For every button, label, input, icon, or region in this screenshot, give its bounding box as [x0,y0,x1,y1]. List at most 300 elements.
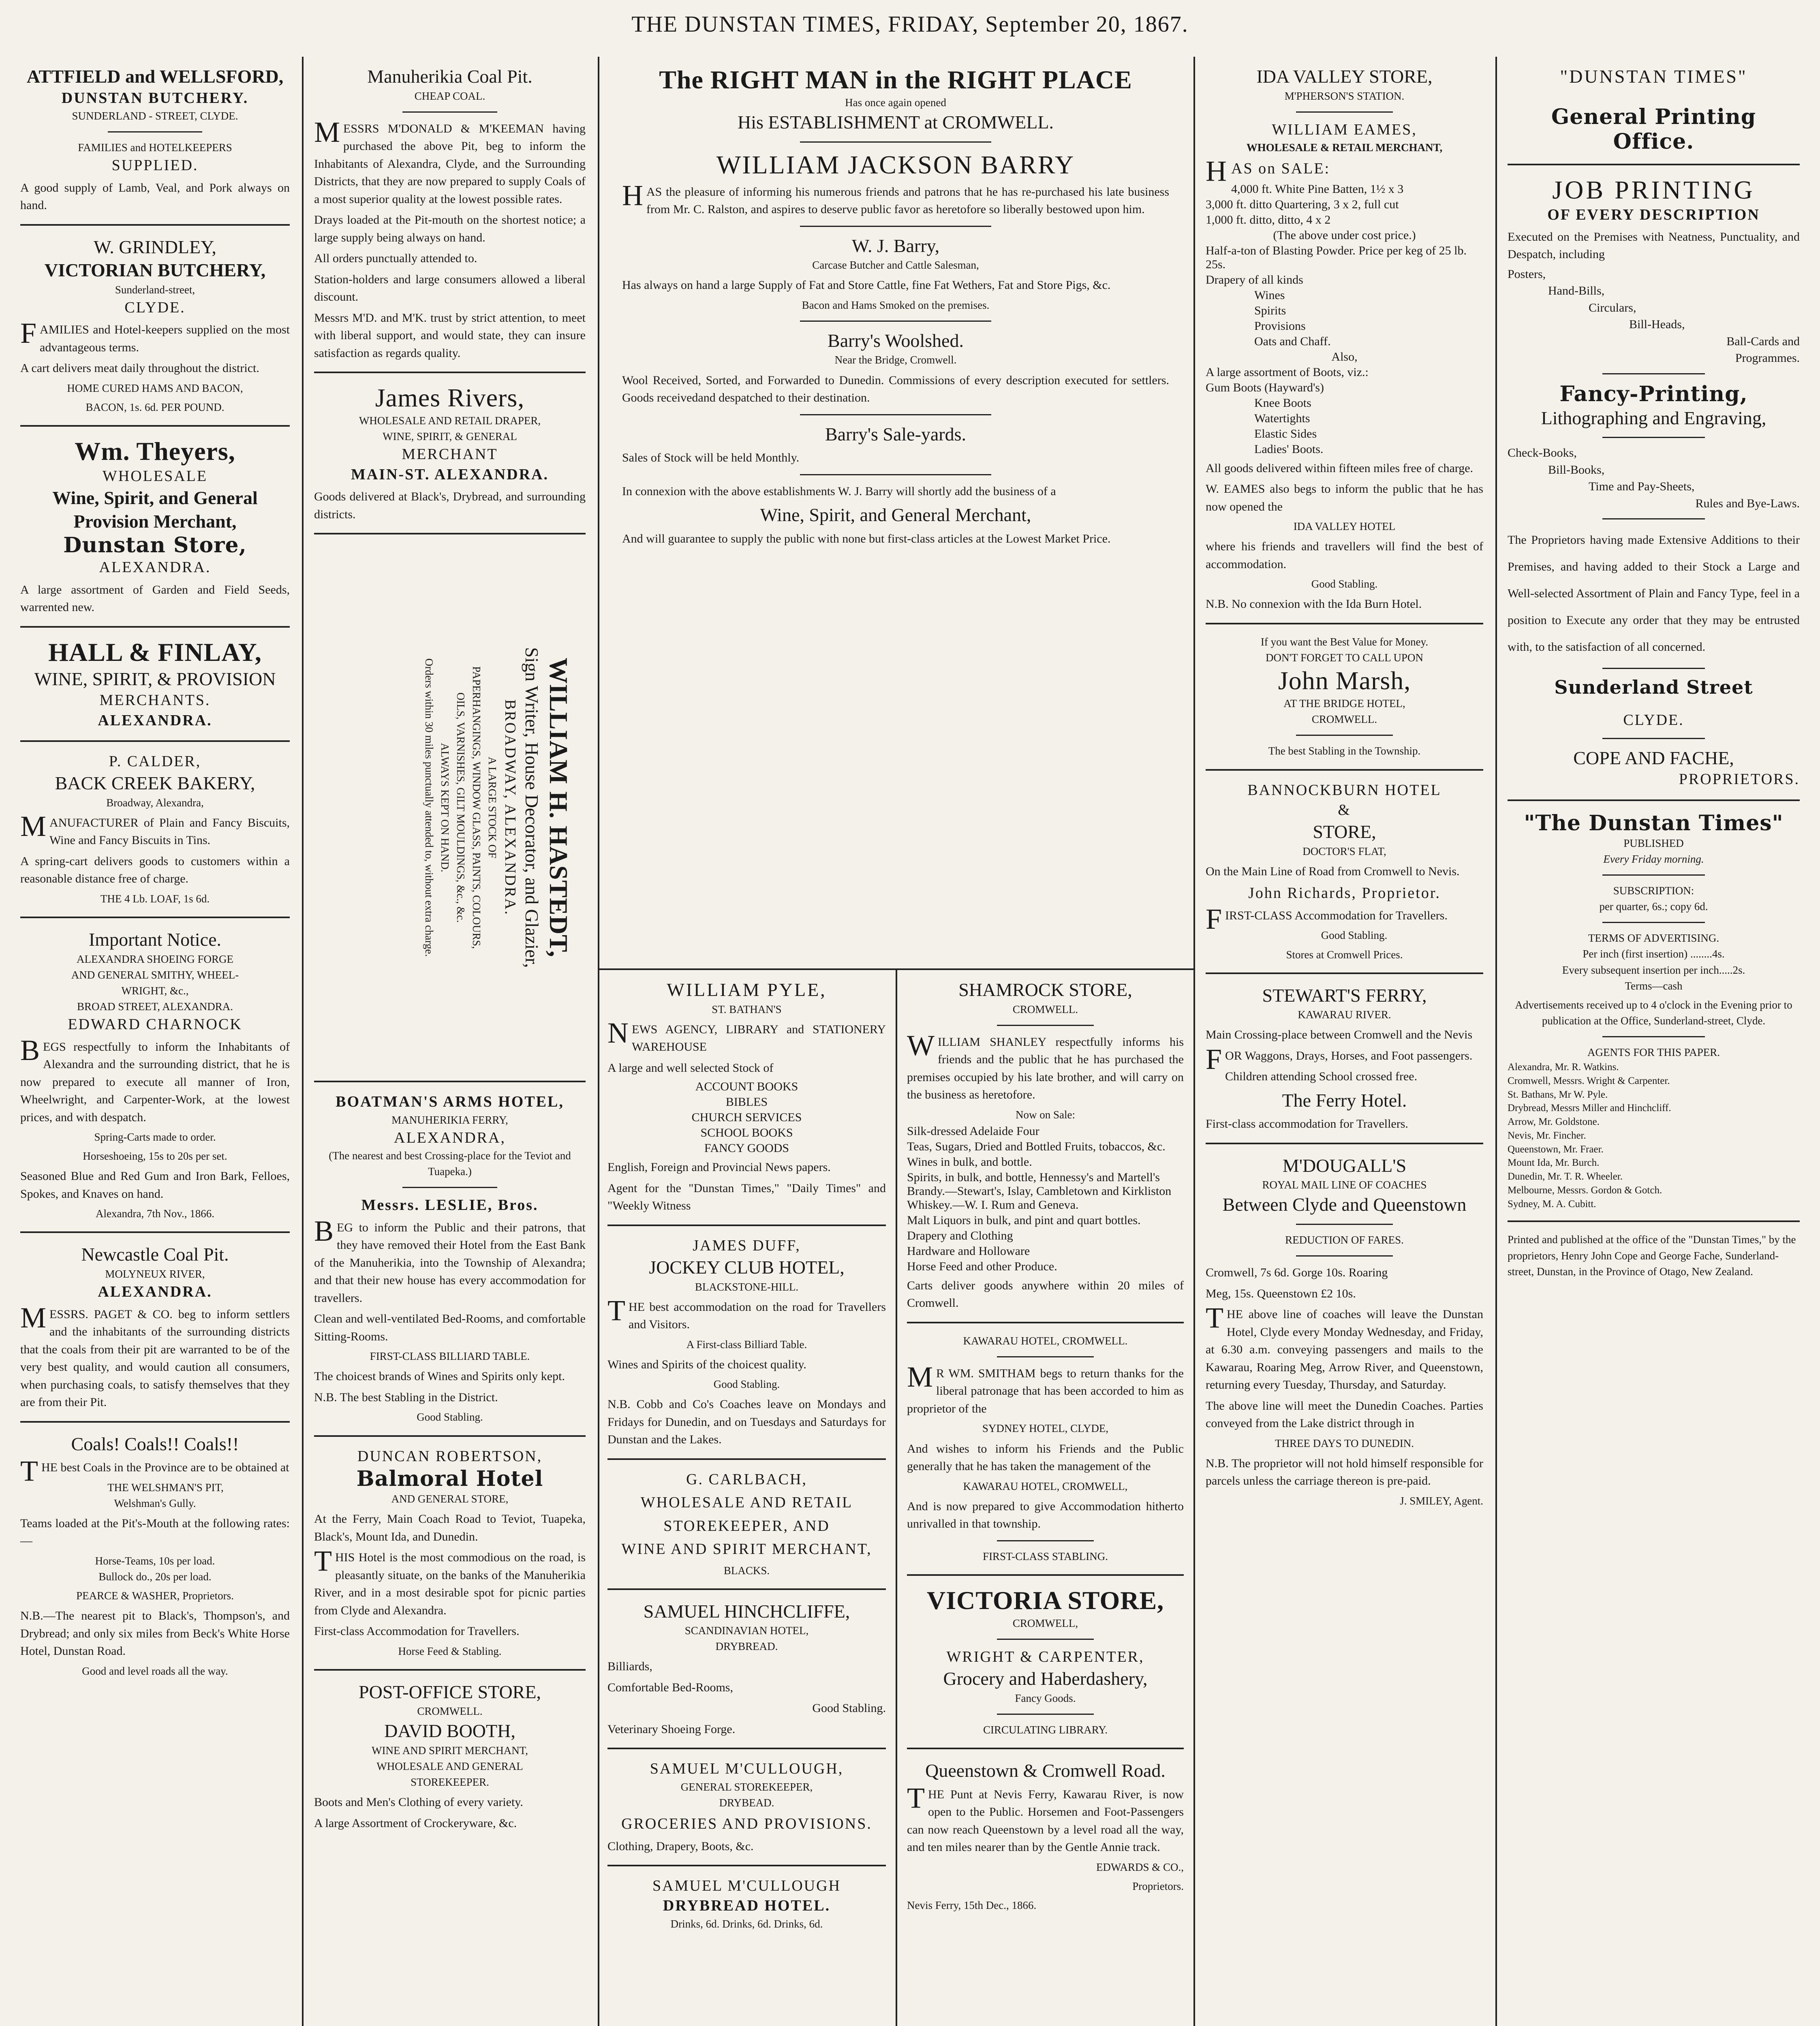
list-item: Teas, Sugars, Dried and Bottled Fruits, tobaccos, &c. [907,1139,1166,1153]
ad-line: A LARGE STOCK OF [486,757,499,859]
ad-line: & [1338,801,1351,819]
ad-line: ROYAL MAIL LINE OF COACHES [1262,1179,1427,1191]
ad-line: TERMS OF ADVERTISING. [1588,932,1719,945]
ad-title: Newcastle Coal Pit. [81,1244,229,1265]
ad-title: The RIGHT MAN in the RIGHT PLACE [659,65,1132,94]
list-item: SCHOOL BOOKS [700,1126,793,1140]
column-2 [302,65,598,2026]
ad-body: At the Ferry, Main Coach Road to Teviot, Tuapeka, Black's, Mount Ida, and Dunedin. [314,1512,586,1543]
ad-line: Every Friday morning. [1603,853,1704,865]
ad-title: IDA VALLEY STORE, [1256,66,1433,87]
list-item: St. Bathans, Mr W. Pyle. [1508,1089,1608,1100]
ad-subtitle: General Printing Office. [1551,104,1756,154]
divider [1602,922,1705,923]
divider [1602,373,1705,374]
ad-body: The above line will meet the Dunedin Coaches. Parties conveyed from the Lake district through in [1206,1399,1483,1430]
ad-barry [598,65,1193,551]
ad-proprietors: PROPRIETORS. [1679,771,1800,788]
divider [314,533,586,534]
ad-title: "DUNSTAN TIMES" [1560,66,1747,87]
divider [1206,769,1483,771]
ad-line: Lithographing and Engraving, [1541,407,1767,428]
divider [997,1714,1094,1715]
ad-body: MR WM. SMITHAM begs to return thanks for the liberal patronage that has been accorded to him as proprietor of the [907,1360,1184,1415]
list-item: Provisions [1254,319,1306,333]
list-item: Cromwell, Messrs. Wright & Carpenter. [1508,1075,1670,1086]
list-item: Bill-Books, [1548,463,1605,477]
list-item: Drapery of all kinds [1206,273,1303,286]
ad-town: DRYBEAD. [719,1796,774,1809]
list-item: Time and Pay-Sheets, [1589,480,1695,494]
ad-line: WHOLESALE AND RETAIL [640,1494,853,1511]
ad-line: OF EVERY DESCRIPTION [1547,206,1760,223]
column-3b [896,970,1193,2026]
ad-notice [20,928,290,1222]
ad-title: M'DOUGALL'S [1282,1155,1407,1176]
ad-title: Coals! Coals!! Coals!! [71,1433,239,1454]
ad-title: BACK CREEK BAKERY, [55,773,255,794]
ad-line: Welshman's Gully. [114,1497,196,1509]
list-item: Also, [1331,350,1358,363]
ad-line: Sign Writer, House Decorator, and Glazier, [522,647,542,968]
ad-mdougall-coaches [1206,1154,1483,1509]
column-1 [8,65,302,2026]
ad-body: Seasoned Blue and Red Gum and Iron Bark, Felloes, Spokes, and Knaves on hand. [20,1169,290,1201]
ad-address: M'PHERSON'S STATION. [1284,90,1405,102]
list-item: Alexandra, Mr. R. Watkins. [1508,1062,1619,1073]
ad-body: English, Foreign and Provincial News papers. [607,1160,831,1174]
ad-jockey-club [607,1236,886,1449]
column-4 [1193,65,1495,2026]
ad-title: HALL & FINLAY, [48,637,262,667]
ad-name: DUNCAN ROBERTSON, [357,1447,543,1465]
ad-town: DRYBREAD. [715,1640,778,1653]
divider [1296,1224,1393,1225]
ad-proprietors: COPE AND FACHE, [1573,747,1734,768]
item-list [607,1080,886,1155]
ad-line: IDA VALLEY HOTEL [1293,520,1396,533]
ad-rate: Bullock do., 20s per load. [98,1570,212,1583]
ad-body: First-class Accommodation for Travellers. [314,1624,520,1638]
ad-town: CROMWELL. [417,1705,483,1718]
ad-manuherikia-coal [314,65,586,362]
ad-drybread-hotel [607,1876,886,1932]
ad-name: DAVID BOOTH, [384,1720,515,1742]
ad-address: Sunderland-street, [115,283,195,296]
ad-body: THE best Coals in the Province are to be obtained at [20,1455,289,1487]
ad-body: THREE DAYS TO DUNEDIN. [1275,1437,1414,1449]
ad-line: FAMILIES and HOTELKEEPERS [78,141,232,154]
divider [997,1025,1094,1026]
ad-bannockburn [1206,780,1483,963]
ad-body: Main Crossing-place between Cromwell and the Nevis [1206,1028,1473,1042]
divider [607,1588,886,1590]
ad-line: MAIN-ST. ALEXANDRA. [351,466,549,483]
ad-subtitle: VICTORIAN BUTCHERY, [44,260,266,281]
ad-name: WRIGHT & CARPENTER, [946,1648,1144,1665]
ad-calder [20,752,290,907]
ad-body: A First-class Billiard Table. [686,1338,807,1351]
ad-hall-finlay [20,637,290,731]
divider [800,474,992,475]
ad-subtitle: Wine, Spirit, and General Merchant, [760,504,1031,526]
ad-name: G. CARLBACH, [686,1470,807,1488]
divider [1508,164,1800,165]
ad-body: BEGS respectfully to inform the Inhabitants of Alexandra and the surrounding district, that he is now prepared to execute all manner of Iron, Wheelwright, and Carpenter-Work, at the lowest prices, and with despatch. [20,1034,290,1124]
divider [1602,668,1705,669]
ad-line: Near the Bridge, Cromwell. [834,354,957,366]
ad-body: WILLIAM SHANLEY respectfully informs his friends and the public that he has purchased the premises occupied by his late brother, and will carry on the business as heretofore. [907,1029,1184,1102]
divider [997,1356,1094,1357]
ad-date: Alexandra, 7th Nov., 1866. [96,1207,214,1220]
ad-price: THE 4 Lb. LOAF, 1s 6d. [100,892,210,905]
ad-scandinavian [607,1600,886,1738]
list-item: Mount Ida, Mr. Burch. [1508,1157,1600,1169]
divider [1296,1255,1393,1257]
ad-town: ALEXANDRA. [98,1283,212,1301]
ad-body: Good Stabling. [1311,578,1378,590]
ad-body: First-class accommodation for Travellers. [1206,1117,1408,1131]
column-3a [598,970,896,2026]
ad-body: N.B. The proprietor will not hold himself responsible for parcels unless the carriage thereon is pre-paid. [1206,1456,1483,1488]
ad-name: SAMUEL M'CULLOUGH, [650,1760,844,1778]
divider [1508,799,1800,801]
ad-body: Agent for the "Dunstan Times," "Daily Times" and "Weekly Witness [607,1181,886,1213]
ad-subtitle: WHOLESALE [102,467,208,485]
divider [20,425,290,427]
ad-line: His ESTABLISHMENT at CROMWELL. [737,112,1054,133]
ad-line: Between Clyde and Queenstown [1222,1194,1467,1215]
ad-stewarts-ferry [1206,984,1483,1133]
ad-body: Executed on the Premises with Neatness, Punctuality, and Despatch, including [1508,230,1800,261]
ad-line: OILS, VARNISHES, GILT MOULDINGS, &c., &c. [454,692,467,923]
ad-title: BOATMAN'S ARMS HOTEL, [336,1093,564,1111]
ad-body: Veterinary Shoeing Forge. [607,1722,736,1736]
ad-town: CROMWELL, [1012,1617,1078,1629]
divider [1602,738,1705,739]
ad-title: DRYBREAD HOTEL. [663,1897,831,1915]
ad-line: REDUCTION OF FARES. [1285,1233,1404,1246]
ad-body: The best Stabling in the Township. [1268,745,1421,757]
list-item: Silk-dressed Adelaide Four [907,1124,1039,1138]
ad-body: FOR Waggons, Drays, Horses, and Foot passengers. [1206,1043,1473,1075]
ad-town: BLACKS. [723,1564,770,1577]
ad-title: Wm. Theyers, [75,436,235,466]
list-item: Horse Feed and other Produce. [907,1259,1057,1273]
divider [1206,972,1483,974]
list-item: Dunedin, Mr. T. R. Wheeler. [1508,1171,1623,1182]
ad-title: "The Dunstan Times" [1524,810,1784,836]
divider [1602,874,1705,876]
ad-body: Comfortable Bed-Rooms, [607,1680,733,1694]
divider [314,1435,586,1437]
ad-line: Provision Merchant, [73,511,237,532]
ad-address: DOCTOR'S FLAT, [1302,845,1386,857]
ad-line: PUBLISHED [1623,837,1684,849]
ad-body: And wishes to inform his Friends and the Public generally that he has taken the management of the [907,1442,1184,1473]
ad-name: WILLIAM EAMES, [1272,121,1417,138]
ad-body: MANUFACTURER of Plain and Fancy Biscuits, Wine and Fancy Biscuits in Tins. [20,810,290,847]
divider [997,1540,1094,1541]
ad-body: Carts deliver goods anywhere within 20 miles of Cromwell. [907,1278,1184,1310]
divider [402,1187,498,1188]
ad-punt [907,1759,1184,1913]
ad-dunstan-times-info [1508,811,1800,1280]
ad-body: All goods delivered within fifteen miles free of charge. [1206,461,1474,475]
ad-pyle [607,978,886,1215]
ad-body: THE above line of coaches will leave the Dunstan Hotel, Clyde every Monday Wednesday, and Friday, at 6.30 a.m. conveying passengers and mails to the Kawarau, Roaring Meg, Arrow River, and Queenstown, returning every Tuesday, Thursday, and Saturday. [1206,1302,1483,1392]
ad-body: N.B. The best Stabling in the District. [314,1390,498,1404]
ad-body: On the Main Line of Road from Cromwell to Nevis. [1206,864,1460,878]
ad-title: VICTORIA STORE, [926,1586,1164,1615]
divider [800,321,992,322]
divider [607,1865,886,1866]
ad-name: WILLIAM JACKSON BARRY [716,150,1075,179]
ad-body: Horse Feed & Stabling. [398,1645,502,1657]
ad-body: HAS the pleasure of informing his numerous friends and patrons that he has re-purchased his late business from Mr. C. Ralston, and aspires to deserve public favor as heretofore so liberally bestowed upon him. [622,179,1169,216]
list-item: (The above under cost price.) [1273,228,1416,242]
divider [907,1748,1184,1749]
ad-line: Fancy Goods. [1015,1692,1076,1704]
list-item: Gum Boots (Hayward's) [1206,380,1324,394]
ad-town: ALEXANDRA, [394,1129,506,1146]
list-item: Melbourne, Messrs. Gordon & Gotch. [1508,1184,1662,1196]
ad-body: FAMILIES and Hotel-keepers supplied on the most advantageous terms. [20,317,290,354]
masthead: THE DUNSTAN TIMES, FRIDAY, September 20, 1867. [631,12,1189,37]
ad-proprietors: Messrs. LESLIE, Bros. [361,1197,539,1214]
list-item: Queenstown, Mr. Fraer. [1508,1143,1604,1155]
divider [20,1231,290,1233]
ad-name: EDWARD CHARNOCK [68,1016,242,1033]
ad-body: Good Stabling. [713,1378,780,1391]
ad-line: FIRST-CLASS STABLING. [983,1550,1108,1562]
divider [20,224,290,226]
ad-body: MESSRS M'DONALD & M'KEEMAN having purchased the above Pit, beg to inform the Inhabitants of Alexandra, Clyde, and the Surrounding Districts, that they are now prepared to supply Coals of a most superior quality at the lowest possible rates. [314,115,586,206]
ad-fares: Meg, 15s. Queenstown £2 10s. [1206,1287,1356,1300]
ad-name: SAMUEL HINCHCLIFFE, [643,1601,850,1622]
ad-title: SHAMROCK STORE, [958,979,1132,1000]
ad-line: per quarter, 6s.; copy 6d. [1599,900,1708,913]
ad-body: THE best accommodation on the road for Travellers and Visitors. [607,1294,886,1331]
newspaper-page [0,57,1820,2026]
list-item: Spirits [1254,303,1286,317]
divider [1602,437,1705,438]
ad-fares: Cromwell, 7s 6d. Gorge 10s. Roaring [1206,1266,1388,1280]
ad-body: HOME CURED HAMS AND BACON, [67,382,243,394]
item-list [1508,445,1800,511]
ad-line: Has once again opened [845,96,946,109]
divider [1296,735,1393,736]
ad-title: Important Notice. [88,929,221,950]
ad-victoria-store [907,1586,1184,1738]
ad-body: MESSRS. PAGET & CO. beg to inform settlers and the inhabitants of the surrounding districts that the coals from their pit are warranted to be of the very best quality, and would caution all consumers, when purchasing coals, to satisfy themselves that they are from their Pit. [20,1301,290,1409]
divider [997,1639,1094,1640]
ad-body: BACON, 1s. 6d. PER POUND. [86,401,225,413]
ad-body: Clean and well-ventilated Bed-Rooms, and comfortable Sitting-Rooms. [314,1312,586,1343]
ad-line: STORE, [1313,821,1376,842]
ad-line: STOREKEEPER. [411,1776,489,1789]
ad-body: Goods delivered at Black's, Drybread, and surrounding districts. [314,490,586,521]
ad-body: Teams loaded at the Pit's-Mouth at the following rates:— [20,1516,290,1548]
ad-body: Children attending School crossed free. [1225,1070,1418,1084]
ad-body: A cart delivers meat daily throughout the district. [20,361,259,375]
ad-post-office-store [314,1680,586,1832]
list-item: Arrow, Mr. Goldstone. [1508,1116,1600,1128]
ad-body: THIS Hotel is the most commodious on the road, is pleasantly situate, on the banks of the Manuherikia River, and in a most desirable spot for picnic parties from Clyde and Alexandra. [314,1545,586,1617]
ad-line: BROAD STREET, ALEXANDRA. [77,1000,233,1013]
imprint: Printed and published at the office of the "Dunstan Times," by the proprietors, Henry John Cope and George Fache, Sunderland-street, Dunstan, in the Province of Otago, New Zealand. [1508,1233,1796,1278]
ad-body: The choicest brands of Wines and Spirits only kept. [314,1370,565,1383]
list-item: Oats and Chaff. [1254,334,1331,348]
list-item: Programmes. [1735,351,1800,365]
ad-line: Wine, Spirit, and General [52,487,258,509]
ad-body: N.B. Cobb and Co's Coaches leave on Mondays and Fridays for Dunedin, and on Tuesdays and Saturdays for Dunstan and the Lakes. [607,1398,886,1447]
ad-body: Good Stabling. [1321,929,1388,942]
ad-line: WINE AND SPIRIT MERCHANT, [621,1541,872,1558]
ad-line: PAPERHANGINGS, WINDOW GLASS, PAINTS, COLOURS, [470,666,483,949]
list-item: BIBLES [725,1095,768,1109]
ad-line: DON'T FORGET TO CALL UPON [1266,651,1423,664]
agent-list [1508,1060,1800,1211]
ad-title: BANNOCKBURN HOTEL [1247,781,1441,799]
ad-boatmans-arms [314,1092,586,1425]
divider [20,626,290,628]
ad-body: Sales of Stock will be held Monthly. [622,451,800,465]
ad-body: A large and well selected Stock of [607,1061,774,1075]
ad-line: STOREKEEPER, AND [663,1517,830,1534]
ad-title: WILLIAM H. HASTEDT, [544,658,573,958]
divider [607,1458,886,1460]
ad-body: Messrs M'D. and M'K. trust by strict attention, to meet with liberal support, and would state, they can insure satisfaction as regards quality. [314,311,586,360]
ad-line: SYDNEY HOTEL, CLYDE, [982,1422,1109,1435]
ad-line: MERCHANTS. [99,692,211,709]
divider [607,1748,886,1749]
ad-line: BROADWAY, ALEXANDRA. [502,699,519,916]
ad-subtitle: WINE, SPIRIT, & PROVISION [34,668,276,689]
ad-line: Per inch (first insertion) ........4s. [1583,948,1725,960]
ad-line: MERCHANT [402,446,498,463]
ad-body: Good Stabling. [812,1701,886,1715]
list-item: Wines in bulk, and bottle. [907,1155,1032,1169]
ad-printing-office [1508,65,1800,790]
column-3-split [598,968,1193,2026]
ad-body: And is now prepared to give Accommodation hitherto unrivalled in that township. [907,1499,1184,1531]
divider [1296,111,1393,113]
ad-body: And will guarantee to supply the public with none but first-class articles at the Lowest Market Price. [622,532,1111,545]
ad-line: Carcase Butcher and Cattle Salesman, [812,259,979,271]
item-list [1206,182,1483,456]
ad-title: W. GRINDLEY, [94,236,216,257]
ad-body: Boots and Men's Clothing of every variety. [314,1795,523,1809]
ad-line: WINE AND SPIRIT MERCHANT, [371,1744,528,1757]
ad-name: SAMUEL M'CULLOUGH [652,1877,841,1894]
ad-body: GROCERIES AND PROVISIONS. [621,1815,872,1833]
ad-coals [20,1432,290,1679]
list-item: Circulars, [1589,301,1636,314]
ad-name: JAMES DUFF, [693,1237,801,1254]
ad-subtitle: Barry's Sale-yards. [825,423,967,445]
list-item: Nevis, Mr. Fincher. [1508,1130,1586,1141]
ad-newcastle [20,1243,290,1411]
ad-line: GENERAL STOREKEEPER, [680,1780,813,1793]
divider [800,414,992,415]
ad-body: where his friends and travellers will find the best of accommodation. [1206,540,1483,571]
ad-body: FIRST-CLASS Accommodation for Travellers. [1206,902,1448,935]
divider [20,740,290,742]
list-item: Drapery and Clothing [907,1229,1013,1242]
list-item: 4,000 ft. White Pine Batten, 1½ x 3 [1231,182,1404,196]
ad-body: NEWS AGENCY, LIBRARY and STATIONERY WAREHOUSE [607,1016,886,1054]
ad-line: Sunderland Street [1554,676,1753,699]
list-item: Check-Books, [1508,446,1577,460]
divider [1206,1143,1483,1144]
ad-title: James Rivers, [375,383,525,412]
ad-line: SUPPLIED. [111,157,199,174]
ad-subtitle: Barry's Woolshed. [828,330,964,351]
divider [314,372,586,373]
list-item: Spirits, in bulk, and bottle, Hennessy's and Martell's Brandy.—Stewart's, Islay, Cambletown and Kirkliston Whiskey.—W. I. Rum and Geneva. [907,1170,1172,1212]
divider [20,1421,290,1423]
ad-body: FIRST-CLASS BILLIARD TABLE. [370,1350,530,1363]
divider [20,917,290,918]
ad-title: SCANDINAVIAN HOTEL, [684,1624,809,1637]
divider [402,111,498,113]
column-5 [1495,65,1812,2026]
ad-john-marsh [1206,634,1483,759]
list-item: Ladies' Boots. [1254,442,1324,456]
divider [314,1669,586,1671]
ad-theyers [20,436,290,616]
ad-ida-valley [1206,65,1483,613]
ad-title: Balmoral Hotel [356,1466,543,1491]
ad-line: Now on Sale: [1016,1108,1075,1121]
ad-prices: Drinks, 6d. Drinks, 6d. Drinks, 6d. [670,1917,823,1930]
ad-line: Fancy-Printing, [1559,381,1748,406]
list-item: Elastic Sides [1254,427,1317,440]
ad-name: P. CALDER, [109,752,201,770]
ad-line: KAWARAU HOTEL, CROMWELL, [963,1480,1128,1492]
list-item: Drybread, Messrs Miller and Hinchcliff. [1508,1103,1671,1114]
list-item: Knee Boots [1254,396,1311,410]
list-item: Sydney, M. A. Cubitt. [1508,1198,1596,1210]
item-list [1508,267,1800,366]
ad-line: HAS on SALE: [1206,155,1330,188]
list-item: 3,000 ft. ditto Quartering, 3 x 2, full cut [1206,197,1399,211]
list-item: ACCOUNT BOOKS [695,1080,798,1094]
divider [607,1225,886,1226]
ad-body: A large Assortment of Crockeryware, &c. [314,1816,517,1830]
ad-line: If you want the Best Value for Money. [1260,635,1429,648]
ad-body: Good and level roads all the way. [82,1665,228,1677]
list-item: Hand-Bills, [1548,284,1605,298]
ad-body: N.B.—The nearest pit to Black's, Thompson's, and Drybread; and only six miles from Beck's White Horse Hotel, Dunstan Road. [20,1609,290,1658]
ad-body: N.B. No connexion with the Ida Burn Hotel. [1206,597,1422,611]
ad-carlbach [607,1470,886,1579]
ad-subtitle: AND GENERAL STORE, [391,1492,509,1505]
ad-town: CLYDE. [124,299,186,316]
ad-line: AT THE BRIDGE HOTEL, [1283,697,1405,710]
ad-line: Every subsequent insertion per inch.....2s. [1562,964,1745,976]
ad-address: Broadway, Alexandra, [106,796,204,809]
ad-body: Bacon and Hams Smoked on the premises. [802,299,990,311]
ad-body: W. EAMES also begs to inform the public that he has now opened the [1206,482,1483,513]
ad-line: JOB PRINTING [1552,175,1755,204]
list-item: 1,000 ft. ditto, ditto, 4 x 2 [1206,213,1331,227]
divider [800,141,992,143]
ad-address: KAWARAU RIVER. [1298,1009,1391,1021]
divider [907,1322,1184,1323]
divider [1602,518,1705,519]
